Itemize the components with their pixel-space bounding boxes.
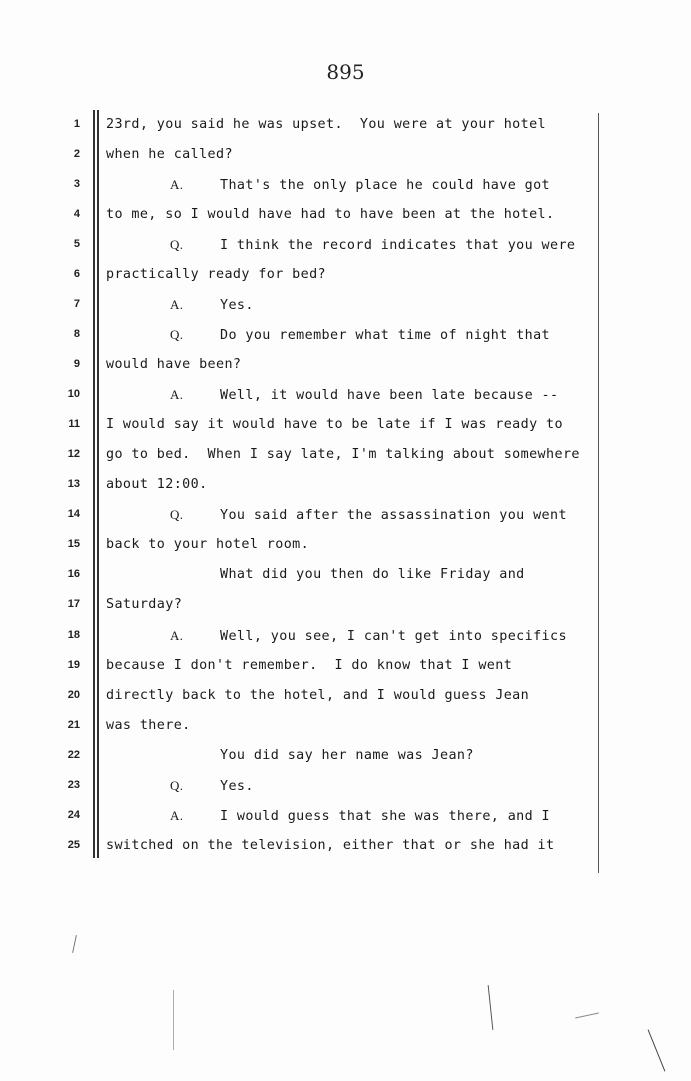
speaker-label: Q. bbox=[170, 327, 184, 343]
line-content: back to your hotel room. bbox=[106, 537, 310, 553]
transcript-line bbox=[220, 567, 525, 582]
transcript-line bbox=[106, 447, 580, 462]
transcript-line bbox=[106, 477, 208, 492]
line-number: 6 bbox=[73, 268, 80, 281]
speaker-label: A. bbox=[170, 297, 184, 313]
page-number: 895 bbox=[326, 60, 365, 84]
line-number: 21 bbox=[67, 718, 80, 731]
line-content: switched on the television, either that or she had it bbox=[106, 837, 555, 853]
speaker-label: A. bbox=[170, 627, 184, 643]
transcript-line bbox=[170, 778, 254, 794]
line-content: I would say it would have to be late if I was ready to bbox=[106, 417, 563, 433]
transcript-line bbox=[106, 357, 241, 372]
line-content: was there. bbox=[106, 717, 191, 733]
transcript-line bbox=[170, 507, 567, 523]
line-content: Yes. bbox=[220, 298, 254, 314]
transcript-line bbox=[106, 597, 182, 612]
transcript-line bbox=[106, 688, 529, 703]
line-number: 18 bbox=[67, 628, 80, 641]
line-number: 16 bbox=[67, 568, 80, 581]
line-content: go to bed. When I say late, I'm talking about somewhere bbox=[106, 447, 580, 463]
transcript-line bbox=[106, 718, 191, 733]
line-number: 12 bbox=[67, 448, 80, 461]
right-margin-rule bbox=[598, 113, 599, 873]
line-number: 25 bbox=[67, 838, 80, 851]
transcript-line bbox=[106, 207, 554, 222]
line-content: Well, it would have been late because -- bbox=[220, 388, 559, 404]
line-number: 2 bbox=[73, 148, 80, 161]
line-number: 5 bbox=[73, 238, 80, 251]
transcript-line bbox=[170, 297, 254, 313]
scan-mark bbox=[72, 935, 77, 953]
transcript-line bbox=[170, 327, 550, 343]
speaker-label: Q. bbox=[170, 507, 184, 523]
line-number: 19 bbox=[67, 658, 80, 671]
speaker-label: Q. bbox=[170, 237, 184, 253]
left-margin-rule-inner bbox=[97, 110, 99, 858]
line-content: Well, you see, I can't get into specifics bbox=[220, 628, 567, 644]
line-number: 24 bbox=[67, 808, 80, 821]
transcript-line bbox=[170, 387, 558, 403]
line-number: 13 bbox=[67, 478, 80, 491]
line-content: Saturday? bbox=[106, 597, 183, 613]
scan-mark bbox=[488, 985, 494, 1030]
line-number: 14 bbox=[67, 508, 80, 521]
transcript-line bbox=[106, 537, 309, 552]
line-content: would have been? bbox=[106, 357, 242, 373]
line-number: 15 bbox=[67, 538, 80, 551]
line-number: 22 bbox=[67, 748, 80, 761]
speaker-label: Q. bbox=[170, 777, 184, 793]
line-content: Do you remember what time of night that bbox=[220, 328, 551, 344]
line-number: 3 bbox=[73, 178, 80, 191]
transcript-line bbox=[106, 417, 563, 432]
line-content: I would guess that she was there, and I bbox=[220, 808, 551, 824]
left-margin-rule-outer bbox=[93, 110, 95, 858]
line-content: when he called? bbox=[106, 147, 233, 163]
transcript-line bbox=[170, 628, 567, 644]
line-content: You said after the assassination you went bbox=[220, 508, 567, 524]
line-content: I think the record indicates that you were bbox=[220, 238, 576, 254]
line-content: directly back to the hotel, and I would guess Jean bbox=[106, 687, 530, 703]
line-content: because I don't remember. I do know that I went bbox=[106, 657, 513, 673]
line-number: 20 bbox=[67, 688, 80, 701]
speaker-label: A. bbox=[170, 387, 184, 403]
transcript-line bbox=[106, 658, 512, 673]
line-number: 17 bbox=[67, 598, 80, 611]
line-number: 23 bbox=[67, 778, 80, 791]
line-content: What did you then do like Friday and bbox=[220, 567, 525, 583]
scan-mark bbox=[575, 1013, 599, 1019]
line-number: 1 bbox=[73, 118, 80, 130]
line-number: 11 bbox=[68, 418, 80, 431]
transcript-line bbox=[170, 237, 575, 253]
transcript-line bbox=[106, 117, 546, 132]
speaker-label: A. bbox=[170, 807, 184, 823]
line-content: You did say her name was Jean? bbox=[220, 747, 474, 763]
line-number: 7 bbox=[73, 298, 80, 311]
scan-mark bbox=[648, 1029, 666, 1071]
transcript-line bbox=[170, 177, 550, 193]
line-number: 9 bbox=[73, 358, 80, 371]
transcript-line bbox=[106, 267, 326, 282]
line-content: about 12:00. bbox=[106, 477, 208, 493]
line-content: practically ready for bed? bbox=[106, 267, 327, 283]
transcript-line bbox=[170, 808, 550, 824]
line-number: 4 bbox=[73, 208, 80, 221]
line-content: 23rd, you said he was upset. You were at your hotel bbox=[106, 117, 547, 132]
line-number: 10 bbox=[67, 388, 80, 401]
scan-mark bbox=[173, 990, 174, 1050]
transcript-line bbox=[106, 147, 233, 162]
line-content: to me, so I would have had to have been at the hotel. bbox=[106, 207, 555, 223]
transcript-line bbox=[220, 748, 474, 763]
speaker-label: A. bbox=[170, 177, 184, 193]
transcript-line bbox=[106, 838, 554, 853]
line-number: 8 bbox=[73, 328, 80, 341]
line-content: That's the only place he could have got bbox=[220, 178, 551, 194]
line-content: Yes. bbox=[220, 778, 254, 794]
